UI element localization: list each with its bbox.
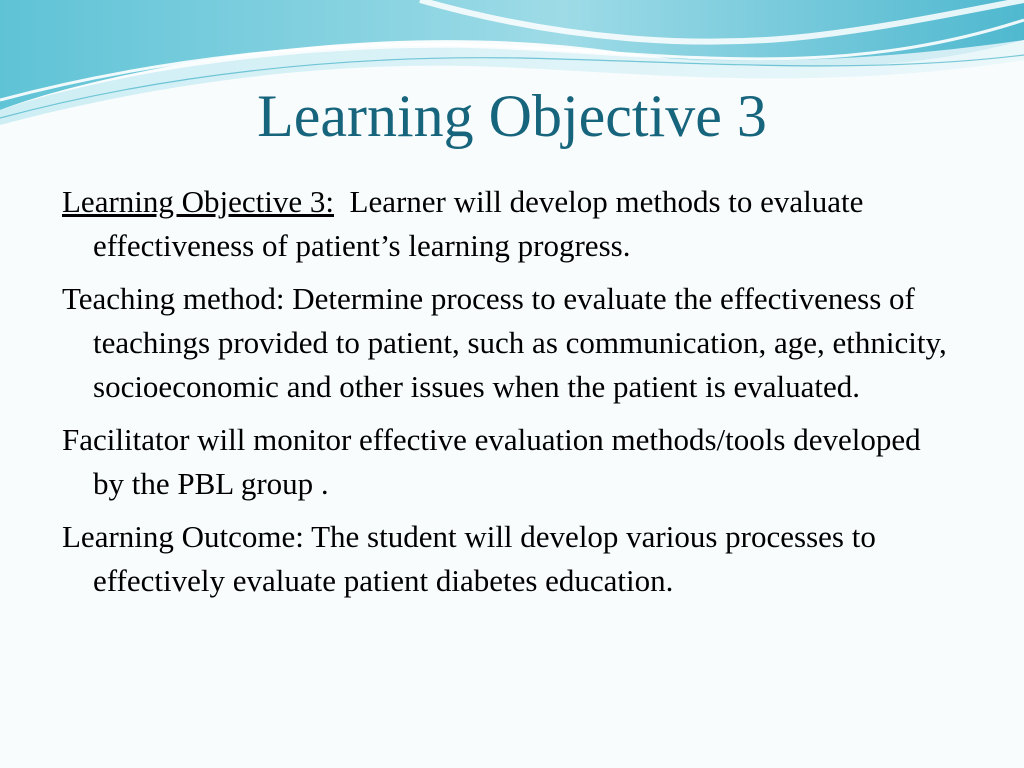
facilitator-paragraph: Facilitator will monitor effective evaluation methods/tools developed by the PBL group . bbox=[62, 422, 921, 501]
objective-label: Learning Objective 3: bbox=[62, 184, 335, 219]
objective-text: Learner will develop methods to evaluate effectiveness of patient’s learning progress. bbox=[93, 184, 864, 263]
teaching-method-paragraph: Teaching method: Determine process to evaluate the effectiveness of teachings provided to patient, such as communication, age, ethnicity, socioeconomic and other issues when the patient is evaluated. bbox=[62, 281, 947, 404]
slide-body bbox=[62, 180, 952, 612]
learning-outcome-paragraph: Learning Outcome: The student will develop various processes to effectively evaluate patient diabetes education. bbox=[62, 519, 876, 598]
learning-objective-paragraph bbox=[62, 180, 952, 268]
slide-title: Learning Objective 3 bbox=[257, 83, 767, 149]
